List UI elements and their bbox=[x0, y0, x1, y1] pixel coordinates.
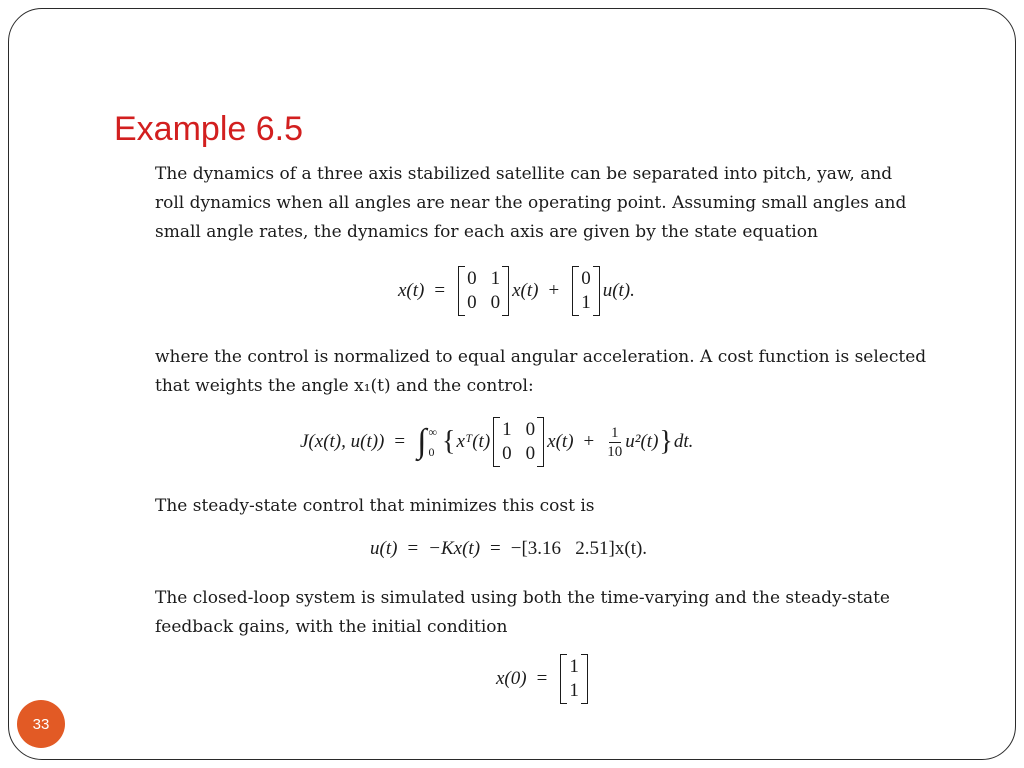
intro-paragraph bbox=[155, 160, 906, 247]
integral-limits bbox=[428, 422, 437, 462]
control-lhs: u(t) bbox=[370, 538, 398, 559]
matrix-cell: 0 bbox=[467, 292, 477, 313]
matrix-cell: 0 bbox=[467, 268, 477, 289]
lower-limit: 0 bbox=[428, 445, 435, 459]
matrix-cell: 0 bbox=[490, 292, 501, 313]
matrix-a bbox=[458, 266, 509, 316]
state-transpose: xᵀ(t) bbox=[456, 431, 491, 452]
steady-state-paragraph: The steady-state control that minimizes this cost is bbox=[155, 496, 595, 516]
control-law-equation bbox=[370, 538, 647, 560]
control-norm-line: where the control is normalized to equal angular acceleration. A cost function is selected bbox=[155, 347, 927, 367]
matrix-q bbox=[493, 417, 544, 467]
close-brace: } bbox=[659, 426, 673, 457]
intro-line: roll dynamics when all angles are near the operating point. Assuming small angles and bbox=[155, 193, 907, 213]
initial-vector bbox=[560, 654, 588, 704]
closed-loop-line: feedback gains, with the initial condition bbox=[155, 617, 508, 637]
closed-loop-paragraph bbox=[155, 584, 890, 642]
matrix-cell: 0 bbox=[581, 268, 591, 289]
equals-sign: = bbox=[434, 280, 446, 301]
initial-condition-equation bbox=[496, 654, 591, 704]
fraction-numerator: 1 bbox=[611, 424, 619, 441]
matrix-cell: 0 bbox=[502, 443, 512, 464]
matrix-cell: 1 bbox=[581, 292, 591, 313]
matrix-cell: 1 bbox=[490, 268, 501, 289]
input-term: u(t). bbox=[602, 280, 635, 301]
feedback-term: −Kx(t) bbox=[428, 538, 481, 559]
intro-line: small angle rates, the dynamics for each axis are given by the state equation bbox=[155, 222, 818, 242]
open-brace: { bbox=[442, 426, 456, 457]
equals-sign: = bbox=[536, 668, 548, 689]
matrix-cell: 1 bbox=[569, 656, 579, 677]
upper-limit: ∞ bbox=[428, 425, 437, 439]
integral-sign: ∫ bbox=[417, 423, 427, 460]
matrix-cell: 1 bbox=[569, 680, 579, 701]
plus-sign: + bbox=[548, 280, 560, 301]
intro-line: The dynamics of a three axis stabilized satellite can be separated into pitch, yaw, and bbox=[155, 164, 893, 184]
matrix-cell: 1 bbox=[502, 419, 512, 440]
matrix-cell: 0 bbox=[525, 419, 536, 440]
state-vector: x(t) bbox=[512, 280, 539, 301]
state-lhs: x(t) bbox=[398, 280, 425, 301]
state-vector: x(t) bbox=[547, 431, 574, 452]
matrix-cell: 0 bbox=[525, 443, 536, 464]
input-squared: u²(t) bbox=[625, 431, 659, 452]
page-number-badge: 33 bbox=[17, 700, 65, 748]
closed-loop-line: The closed-loop system is simulated using both the time-varying and the steady-state bbox=[155, 588, 890, 608]
equals-sign: = bbox=[490, 538, 501, 559]
control-norm-line: that weights the angle x₁(t) and the control: bbox=[155, 376, 534, 396]
differential-dt: dt. bbox=[673, 431, 694, 452]
control-norm-paragraph bbox=[155, 343, 926, 401]
equals-sign: = bbox=[407, 538, 419, 559]
plus-sign: + bbox=[583, 431, 595, 452]
fraction bbox=[607, 424, 622, 461]
equals-sign: = bbox=[394, 431, 406, 452]
cost-equation bbox=[300, 417, 693, 467]
fraction-denominator: 10 bbox=[607, 443, 623, 460]
state-equation bbox=[398, 266, 635, 316]
slide-title: Example 6.5 bbox=[114, 110, 303, 148]
cost-lhs: J(x(t), u(t)) bbox=[300, 431, 385, 452]
matrix-b bbox=[572, 266, 600, 316]
gain-vector: −[3.16 2.51]x(t). bbox=[510, 538, 648, 559]
initial-lhs: x(0) bbox=[496, 668, 527, 689]
